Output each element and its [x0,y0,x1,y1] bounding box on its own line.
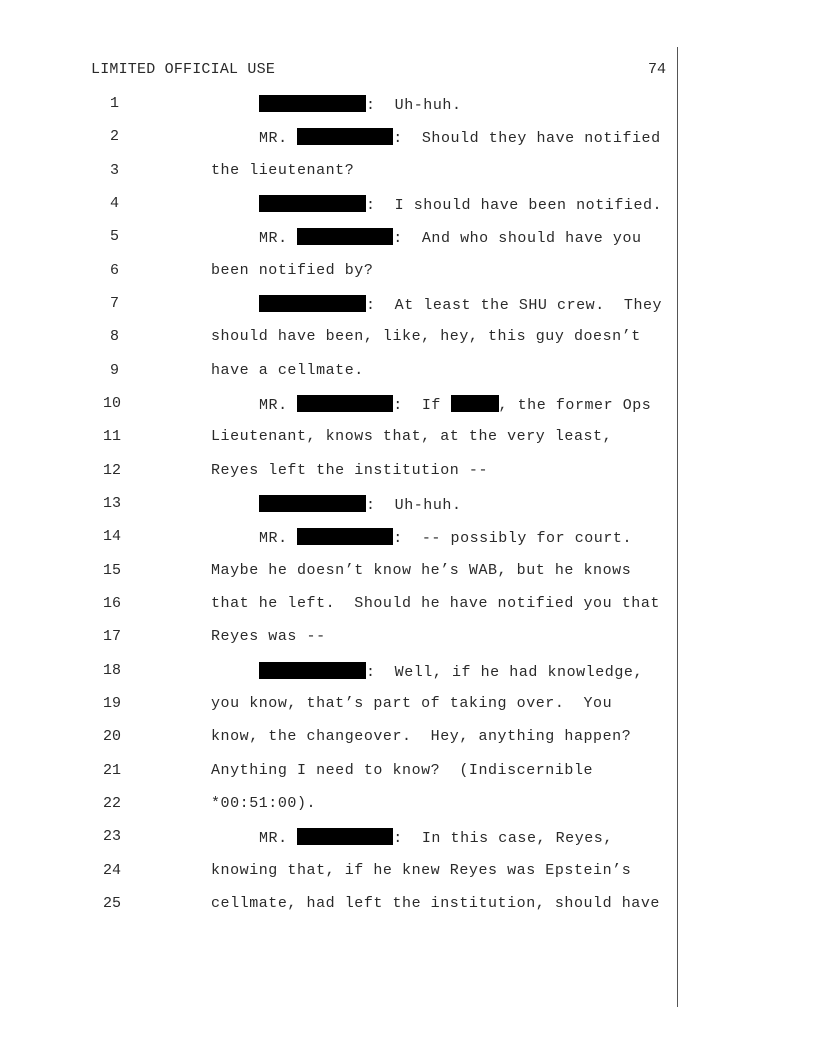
line-text [259,295,662,314]
transcript-line [0,628,677,650]
line-text [259,828,613,847]
transcript-line [0,662,677,684]
line-number: 25 [103,895,122,912]
line-text-segment: : And who should have you [393,230,642,247]
line-number: 10 [103,395,122,412]
line-text [259,228,642,247]
line-text: should have been, like, hey, this guy doesn’t [211,328,641,345]
line-text: Reyes left the institution -- [211,462,488,479]
line-number: 6 [109,262,119,279]
transcript-line [0,95,677,117]
right-margin-rule [677,47,678,1007]
line-text-segment: : I should have been notified. [366,197,663,214]
line-text [259,495,462,514]
transcript-line [0,862,677,884]
redaction-block [297,528,393,545]
transcript-line [0,728,677,750]
line-text: *00:51:00). [211,795,317,812]
transcript-line [0,895,677,917]
redaction-block [259,295,366,312]
classification-header: LIMITED OFFICIAL USE [91,61,276,78]
redaction-block [259,495,366,512]
transcript-line [0,262,677,284]
line-number: 18 [103,662,122,679]
line-text: Anything I need to know? (Indiscernible [211,762,594,779]
line-number: 13 [103,495,122,512]
speaker-prefix: MR. [259,397,298,414]
speaker-prefix: MR. [259,530,298,547]
line-text [259,195,662,214]
transcript-line [0,195,677,217]
transcript-line [0,528,677,550]
transcript-line [0,362,677,384]
line-number: 16 [103,595,122,612]
line-text-segment: : Well, if he had knowledge, [366,664,643,681]
line-number: 20 [103,728,122,745]
line-text: cellmate, had left the institution, should have [211,895,660,912]
line-number: 14 [103,528,122,545]
transcript-line [0,762,677,784]
redaction-block [259,95,366,112]
redaction-block [451,395,499,412]
transcript-line [0,695,677,717]
transcript-line [0,495,677,517]
transcript-line [0,562,677,584]
transcript-line [0,595,677,617]
line-text: Lieutenant, knows that, at the very least, [211,428,613,445]
line-text-segment: : Uh-huh. [366,497,462,514]
line-number: 5 [109,228,119,245]
line-number: 3 [109,162,119,179]
line-text-segment: : In this case, Reyes, [393,830,613,847]
line-number: 21 [103,762,122,779]
line-text: know, the changeover. Hey, anything happen? [211,728,632,745]
transcript-line [0,795,677,817]
transcript-line [0,228,677,250]
line-text-segment: , the former Ops [498,397,652,414]
line-text: the lieutenant? [211,162,355,179]
redaction-block [297,128,393,145]
line-text [259,95,462,114]
line-number: 9 [109,362,119,379]
line-text: been notified by? [211,262,374,279]
transcript-line [0,828,677,850]
line-number: 22 [103,795,122,812]
line-text-segment: : If [393,397,451,414]
line-text: Reyes was -- [211,628,326,645]
line-number: 8 [109,328,119,345]
line-text-segment: : Uh-huh. [366,97,462,114]
line-text-segment: : At least the SHU crew. They [366,297,663,314]
speaker-prefix: MR. [259,130,298,147]
page-number: 74 [648,61,667,78]
line-text: that he left. Should he have notified you that [211,595,660,612]
line-number: 19 [103,695,122,712]
speaker-prefix: MR. [259,230,298,247]
transcript-line [0,128,677,150]
line-text: knowing that, if he knew Reyes was Epstein’s [211,862,632,879]
transcript-line [0,295,677,317]
line-text [259,662,643,681]
line-text: have a cellmate. [211,362,364,379]
line-number: 2 [109,128,119,145]
transcript-line [0,328,677,350]
redaction-block [259,662,366,679]
line-number: 15 [103,562,122,579]
line-number: 12 [103,462,122,479]
line-text: you know, that’s part of taking over. You [211,695,613,712]
redaction-block [297,395,393,412]
line-number: 11 [103,428,122,445]
line-text [259,395,651,414]
redaction-block [297,828,393,845]
line-text: Maybe he doesn’t know he’s WAB, but he knows [211,562,632,579]
transcript-line [0,162,677,184]
line-number: 4 [109,195,119,212]
line-number: 7 [109,295,119,312]
transcript-line [0,428,677,450]
redaction-block [297,228,393,245]
transcript-line [0,395,677,417]
line-number: 24 [103,862,122,879]
line-number: 23 [103,828,122,845]
redaction-block [259,195,366,212]
transcript-line [0,462,677,484]
line-text [259,128,661,147]
speaker-prefix: MR. [259,830,298,847]
line-text-segment: : -- possibly for court. [393,530,633,547]
line-number: 1 [109,95,119,112]
line-text-segment: : Should they have notified [393,130,661,147]
line-text [259,528,632,547]
line-number: 17 [103,628,122,645]
